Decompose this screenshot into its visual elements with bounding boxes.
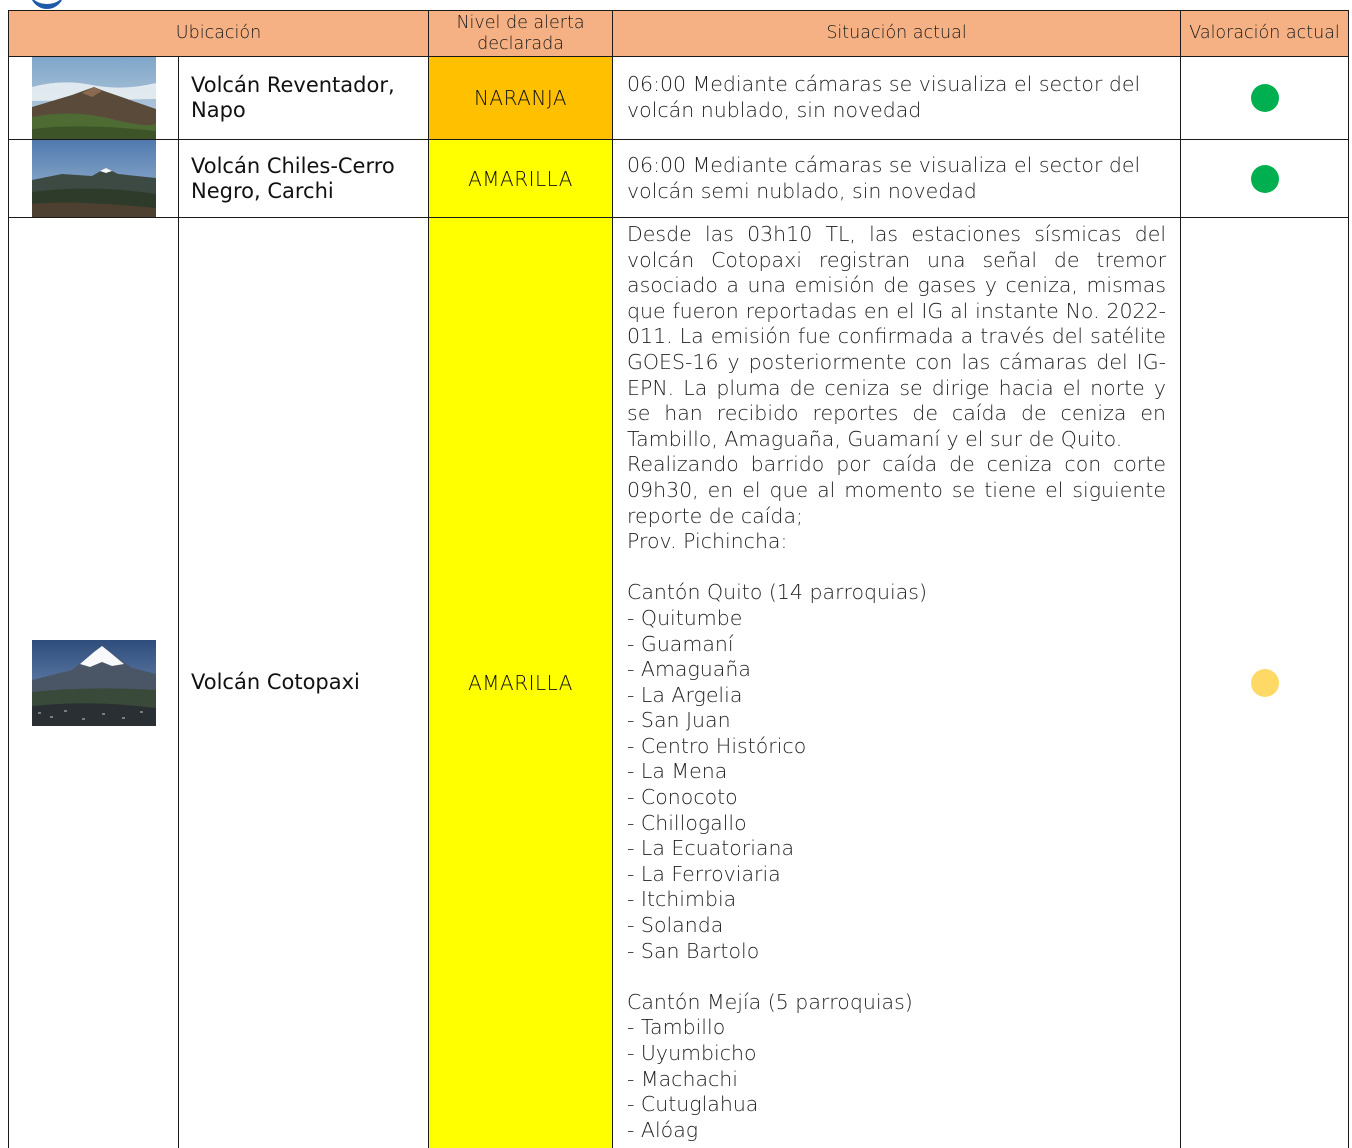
header-valoracion: Valoración actual <box>1181 11 1349 57</box>
header-situacion: Situación actual <box>613 11 1181 57</box>
list-item: - San Bartolo <box>627 938 760 963</box>
header-ubicacion: Ubicación <box>9 11 429 57</box>
volcano-reventador-photo <box>32 57 156 139</box>
volcano-chiles-photo <box>32 140 156 217</box>
list-item: - La Argelia <box>627 682 743 707</box>
canton-mejia-list <box>627 1015 1166 1143</box>
list-item: - Machachi <box>627 1066 738 1091</box>
situation-text <box>613 218 1181 1148</box>
image-cell <box>9 140 179 218</box>
volcano-name: Volcán Chiles-Cerro Negro, Carchi <box>179 140 429 218</box>
list-item: - San Juan <box>627 708 731 733</box>
status-cell <box>1181 57 1349 140</box>
canton-mejia-title: Cantón Mejía (5 parroquias) <box>627 989 913 1014</box>
list-item: - Solanda <box>627 913 724 938</box>
status-dot-yellow <box>1251 669 1279 697</box>
province-label: Prov. Pichincha: <box>627 529 788 554</box>
table-row <box>9 140 1349 218</box>
canton-quito-list <box>627 606 1166 964</box>
alert-level-badge: AMARILLA <box>429 218 613 1148</box>
situation-text <box>613 57 1181 140</box>
list-item: - Quitumbe <box>627 605 743 630</box>
list-item: - Tambillo <box>627 1015 726 1040</box>
list-item: - Uyumbicho <box>627 1041 757 1065</box>
volcano-cotopaxi-photo <box>32 640 156 726</box>
situation-sweep: Realizando barrido por caída de ceniza con corte 09h30, en el que al momento se tiene el siguiente reporte de caída; <box>627 452 1167 528</box>
image-cell <box>9 218 179 1148</box>
list-item: - La Ferroviaria <box>627 861 781 886</box>
list-item: - La Mena <box>627 759 728 784</box>
alert-level-badge: AMARILLA <box>429 140 613 218</box>
status-dot-green <box>1251 165 1279 193</box>
list-item: - Alóag <box>627 1117 699 1142</box>
situation-paragraph: 06:00 Mediante cámaras se visualiza el sector del volcán semi nublado, sin novedad <box>627 152 1141 203</box>
list-item: - La Ecuatoriana <box>627 836 795 861</box>
logo-fragment <box>30 0 64 9</box>
volcano-name: Volcán Reventador, Napo <box>179 57 429 140</box>
status-cell <box>1181 140 1349 218</box>
list-item: - Guamaní <box>627 631 734 656</box>
image-cell <box>9 57 179 140</box>
situation-intro: Desde las 03h10 TL, las estaciones sísmicas del volcán Cotopaxi registran una señal de tremor asociado a una emisión de gases y ceniza, mismas que fueron reportadas en el IG al instante No. 2022-011. La emisión fue confirmada a través del satélite GOES-16 y posteriormente con las cámaras del IG-EPN. La pluma de ceniza se dirige hacia el norte y se han recibido reportes de caída de ceniza en Tambillo, Amaguaña, Guamaní y el sur de Quito. <box>627 222 1167 451</box>
list-item: - Cutuglahua <box>627 1092 759 1117</box>
table-row <box>9 218 1349 1148</box>
list-item: - Amaguaña <box>627 657 751 682</box>
list-item: - Conocoto <box>627 785 738 810</box>
status-dot-green <box>1251 84 1279 112</box>
situation-paragraph: 06:00 Mediante cámaras se visualiza el sector del volcán nublado, sin novedad <box>627 72 1141 122</box>
alert-level-badge: NARANJA <box>429 57 613 140</box>
header-nivel: Nivel de alerta declarada <box>429 11 613 57</box>
list-item: - Chillogallo <box>627 810 747 835</box>
list-item: - Centro Histórico <box>627 733 807 758</box>
list-item: - Itchimbia <box>627 887 737 912</box>
volcano-name: Volcán Cotopaxi <box>179 218 429 1148</box>
situation-text <box>613 140 1181 218</box>
status-cell <box>1181 218 1349 1148</box>
table-header-row <box>9 11 1349 57</box>
volcano-alert-table <box>8 10 1349 1148</box>
table-row <box>9 57 1349 140</box>
canton-quito-title: Cantón Quito (14 parroquias) <box>627 580 927 605</box>
